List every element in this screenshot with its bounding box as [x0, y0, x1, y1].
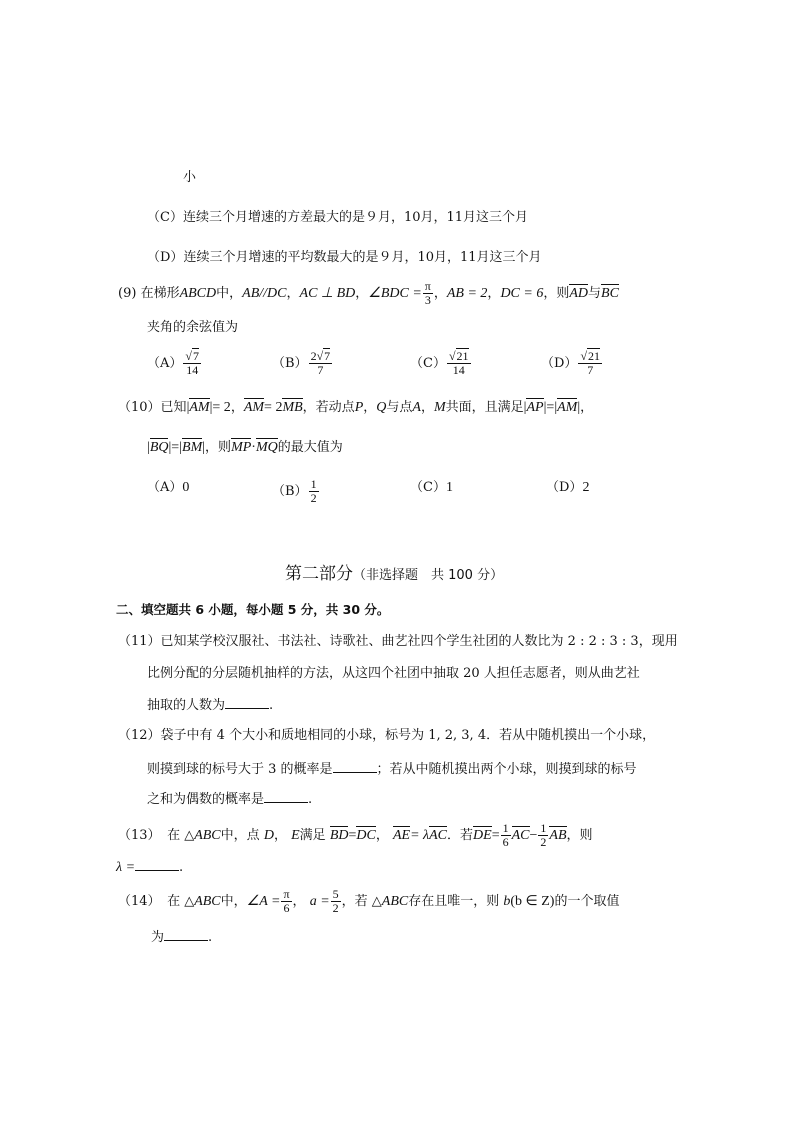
q11-line1: （11）已知某学校汉服社、书法社、诗歌社、曲艺社四个学生社团的人数比为 2 : 2 : 3 : 3，现用	[118, 634, 678, 649]
q12-line2: 则摸到球的标号大于 3 的概率是 ；若从中随机摸出两个小球，则摸到球的标号	[147, 758, 637, 780]
q8-continuation: 小	[183, 170, 197, 185]
answer-blank[interactable]	[225, 694, 269, 709]
q9-option-c: （C） $\frac{√21}{14}$	[410, 349, 469, 377]
answer-blank[interactable]	[333, 758, 377, 773]
q10-stem-line2: |BQ|=|BM|，则MP·MQ的最大值为	[147, 438, 343, 458]
q8-option-c: （C）连续三个月增速的方差最大的是９月，10月，11月这三个月	[147, 210, 529, 225]
q11-line3: 抽取的人数为 .	[147, 694, 273, 716]
q14-line1: （14） 在 △ABC中，∠A = $\frac{\pi}{6}$ ， a = $\frac{5}{2}$ ，若 △ABC存在且唯一，则 b(b ∈ Z)的一个取值	[118, 887, 620, 915]
part2-heading: 第二部分（非选择题 共 100 分）	[285, 564, 504, 584]
q10-option-c: （C）1	[410, 480, 453, 495]
pi-over-3: $\frac{\pi}{3}$	[424, 279, 431, 307]
q10-option-d: （D）2	[546, 480, 590, 495]
vector-bc: BC	[601, 284, 619, 304]
q12-line3: 之和为偶数的概率是 .	[147, 788, 312, 810]
q10-option-b: （B） $\frac{1}{2}$	[272, 477, 317, 505]
q12-line1: （12）袋子中有 4 个大小和质地相同的小球，标号为 1, 2, 3, 4．若从中随机摸出一个小球，	[118, 728, 656, 743]
answer-blank[interactable]	[164, 926, 208, 941]
answer-blank[interactable]	[264, 788, 308, 803]
q14-line2: 为 .	[151, 926, 212, 948]
q9-option-d: （D） $\frac{√21}{7}$	[541, 349, 601, 377]
answer-blank[interactable]	[135, 856, 179, 871]
q11-line2: 比例分配的分层随机抽样的方法，从这四个社团中抽取 20 人担任志愿者，则从曲艺社	[147, 666, 640, 681]
vector-ad: AD	[569, 284, 588, 304]
q9-option-b: （B） $\frac{2√7}{7}$	[272, 349, 331, 377]
q9-stem: (9) 在梯形ABCD中，AB//DC，AC ⊥ BD，∠BDC = $\frac{\pi}{3}$ ，AB = 2，DC = 6，则AD与BC	[118, 279, 619, 307]
section2-title: 二、填空题共 6 小题，每小题 5 分，共 30 分。	[116, 602, 390, 617]
q9-option-a: （A） $\frac{√7}{14}$	[147, 349, 199, 377]
q9-stem-line2: 夹角的余弦值为	[147, 320, 239, 335]
q10-stem: （10）已知|AM|= 2，AM= 2MB，若动点P，Q与点A，M共面，且满足|AP|=|AM|，	[118, 398, 593, 418]
q10-option-a: （A）0	[147, 480, 190, 495]
q8-option-d: （D）连续三个月增速的平均数最大的是９月，10月，11月这三个月	[147, 250, 542, 265]
q13-line2: λ = .	[116, 856, 183, 878]
q13-line1: （13） 在 △ABC中，点 D， E满足 BD=DC， AE= λAC．若DE= $\frac{1}{6}$ AC− $\frac{1}{2}$ AB，则	[118, 821, 593, 849]
